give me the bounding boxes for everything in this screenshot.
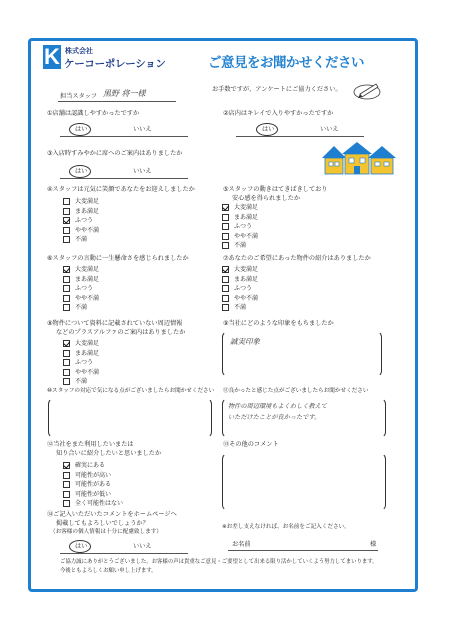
q9-text: ⑨当社にどのような印象をもちましたか	[223, 320, 334, 327]
q12-option-label: 可能性が高い	[75, 471, 112, 479]
q7-text: ⑦あなたのご希望にあった物件の紹介はありましたか	[223, 255, 371, 262]
checkbox-icon[interactable]	[63, 472, 70, 479]
q12-option-label: 全く可能性はない	[75, 500, 124, 507]
q2-no[interactable]: いいえ	[320, 126, 339, 133]
q12-option[interactable]	[63, 481, 111, 489]
checkbox-icon[interactable]	[222, 214, 229, 221]
company-type: 株式会社	[65, 47, 93, 55]
q6-option-label: まあ満足	[75, 275, 100, 283]
q5-option-label: 不満	[234, 242, 247, 249]
footer-line2: 今後ともよろしくお願い申し上げます。	[60, 568, 157, 574]
q1-selected-circle	[69, 123, 91, 136]
q8-option[interactable]	[63, 378, 87, 386]
q4-option[interactable]	[63, 198, 99, 206]
q12-option[interactable]	[63, 472, 111, 480]
q2-yes[interactable]: はい	[262, 126, 275, 133]
q7-option-label: 大変満足	[234, 266, 259, 273]
checkbox-icon[interactable]	[63, 340, 70, 347]
company-logo: K	[44, 44, 60, 69]
q11-answer-line1: 物件の周辺環境もよくわしく教えて	[228, 403, 327, 410]
q5-option[interactable]	[222, 242, 246, 250]
q3-yes[interactable]: はい	[75, 168, 88, 175]
q13-answer-box[interactable]	[222, 453, 386, 511]
checkbox-icon[interactable]	[63, 481, 70, 488]
q5-option[interactable]	[222, 214, 258, 222]
q12-option-label: 確実にある	[75, 462, 106, 469]
subtitle: お手数ですが、アンケートにご協力ください。	[212, 86, 342, 93]
q12-option[interactable]	[63, 462, 105, 470]
checkbox-icon[interactable]	[63, 350, 70, 357]
footer-line1: ご協力誠にありがとうございました。お客様の声は貴重なご意見・ご要望として出来る限り活かしていくよう努力してまいります。	[60, 559, 378, 565]
q8-option-label: 不満	[75, 378, 88, 385]
q8-option[interactable]	[63, 359, 93, 367]
q6-option-label: 大変満足	[75, 266, 100, 273]
q14-no[interactable]: いいえ	[133, 543, 152, 550]
q4-option[interactable]	[63, 217, 93, 225]
q12-option-label: 可能性がある	[75, 481, 112, 488]
checkbox-icon[interactable]	[63, 378, 70, 385]
checkbox-icon[interactable]	[63, 369, 70, 376]
q8-option[interactable]	[63, 369, 99, 377]
q7-option-label: 不満	[234, 304, 247, 311]
q8-option-label: やや不満	[75, 368, 100, 376]
q14-text2: 掲載してもよろしいでしょうか？	[56, 520, 149, 527]
q4-option-label: ふつう	[75, 217, 94, 224]
q4-option[interactable]	[63, 236, 87, 244]
checkbox-icon[interactable]	[222, 204, 229, 211]
q14-selected-circle	[69, 540, 91, 553]
name-note: ※お差し支えなければ、お名前をご記入ください。	[222, 524, 350, 530]
checkbox-icon[interactable]	[222, 223, 229, 230]
q5-option[interactable]	[222, 204, 258, 212]
q8-option[interactable]	[63, 340, 99, 348]
q4-option[interactable]	[63, 227, 99, 235]
q8-option-label: ふつう	[75, 359, 94, 366]
q2-underline	[236, 136, 364, 137]
q5-option-label: 大変満足	[234, 204, 259, 211]
q10-text: ⑩スタッフの対応で気になる点がございましたらお聞かせください	[47, 388, 215, 394]
q8-option[interactable]	[63, 350, 99, 358]
staff-underline	[58, 101, 176, 102]
staff-label: 担当スタッフ	[60, 93, 98, 100]
checkbox-icon[interactable]	[63, 500, 70, 507]
q14-yes[interactable]: はい	[75, 543, 88, 550]
q1-text: ①店舗は認識しやすかったですか	[47, 110, 140, 117]
q9-answer: 誠実印象	[230, 337, 260, 346]
q13-text: ⑬その他のコメント	[223, 441, 279, 448]
q6-option[interactable]	[63, 304, 87, 312]
q12-option[interactable]	[63, 500, 123, 508]
houses-illustration	[320, 140, 398, 176]
q3-selected-circle	[69, 165, 91, 178]
q7-option[interactable]	[222, 276, 258, 284]
q14-underline	[60, 553, 188, 554]
name-input-line[interactable]	[228, 550, 378, 551]
q5-text: ⑤スタッフの動きはてきぱきしており	[223, 186, 328, 193]
q11-text: ⑪良かったと感じた点がございましたらお聞かせください	[223, 388, 369, 394]
q1-no[interactable]: いいえ	[133, 126, 152, 133]
q11-answer-line2: いただけたことが良かったです。	[228, 414, 321, 421]
q2-selected-circle	[256, 123, 278, 136]
q6-option[interactable]	[63, 266, 99, 274]
checkbox-icon[interactable]	[222, 233, 229, 240]
q7-option[interactable]	[222, 285, 252, 293]
q2-text: ②店内はキレイで入りやすかったですか	[223, 110, 334, 117]
checkbox-icon[interactable]	[222, 266, 229, 273]
checkbox-icon[interactable]	[63, 462, 70, 469]
q10-answer-box[interactable]	[48, 398, 212, 438]
q4-option-label: 大変満足	[75, 198, 100, 205]
checkbox-icon[interactable]	[222, 242, 229, 249]
q12-option[interactable]	[63, 491, 111, 499]
checkbox-icon[interactable]	[63, 276, 70, 283]
q4-option[interactable]	[63, 208, 99, 216]
q3-text: ③入店時すみやかに席へのご案内はありましたか	[47, 150, 183, 157]
name-suffix: 様	[370, 541, 377, 548]
checkbox-icon[interactable]	[63, 236, 70, 243]
name-label: お名前	[232, 541, 251, 548]
q4-option-label: やや不満	[75, 226, 100, 234]
page-title: ご意見をお聞かせください	[208, 55, 364, 71]
pencil-icon	[352, 78, 382, 100]
q8-text2: などのプラスアルファのご案内はありましたか	[56, 329, 186, 336]
checkbox-icon[interactable]	[222, 304, 229, 311]
q7-option-label: まあ満足	[234, 275, 259, 283]
checkbox-icon[interactable]	[222, 295, 229, 302]
q7-option-label: ふつう	[234, 285, 253, 292]
q7-option[interactable]	[222, 304, 246, 312]
q4-text: ④スタッフは元気に笑顔であなたをお迎えしましたか	[47, 186, 195, 193]
q12-option-label: 可能性が低い	[75, 490, 112, 498]
q5-option-label: ふつう	[234, 223, 253, 230]
q3-underline	[60, 178, 188, 179]
q6-option[interactable]	[63, 295, 99, 303]
checkbox-icon[interactable]	[63, 359, 70, 366]
q14-text: ⑭ご記入いただいたコメントをホームページへ	[47, 511, 177, 518]
checkbox-icon[interactable]	[63, 285, 70, 292]
q5-option-label: やや不満	[234, 232, 259, 240]
q1-yes[interactable]: はい	[75, 126, 88, 133]
checkbox-icon[interactable]	[63, 295, 70, 302]
company-name: ケーコーポレーション	[64, 58, 166, 70]
checkbox-icon[interactable]	[63, 304, 70, 311]
q12-text: ⑫当社をまた利用したいまたは	[47, 441, 134, 448]
q6-option[interactable]	[63, 285, 93, 293]
q6-text: ⑥スタッフの言動に一生懸命さを感じられましたか	[47, 255, 189, 262]
checkbox-icon[interactable]	[63, 227, 70, 234]
q4-option-label: まあ満足	[75, 207, 100, 215]
q8-option-label: まあ満足	[75, 349, 100, 357]
q7-option[interactable]	[222, 295, 258, 303]
q4-option-label: 不満	[75, 236, 88, 243]
checkbox-icon[interactable]	[63, 208, 70, 215]
q7-option-label: やや不満	[234, 294, 259, 302]
q3-no[interactable]: いいえ	[133, 168, 152, 175]
q6-option-label: ふつう	[75, 285, 94, 292]
q5-option[interactable]	[222, 233, 258, 241]
checkbox-icon[interactable]	[222, 285, 229, 292]
checkbox-icon[interactable]	[63, 217, 70, 224]
checkbox-icon[interactable]	[63, 198, 70, 205]
q8-text: ⑧物件について資料に記載されていない周辺情報	[47, 320, 183, 327]
q1-underline	[60, 136, 188, 137]
staff-name: 黒野 将一様	[103, 89, 146, 98]
q14-text3: （お客様の個人情報は十分に配慮致します）	[50, 529, 162, 535]
q6-option[interactable]	[63, 276, 99, 284]
q5-option-label: まあ満足	[234, 213, 259, 221]
q12-text2: 知り合いに紹介したいと思いましたか	[56, 450, 162, 457]
q6-option-label: やや不満	[75, 294, 100, 302]
q6-option-label: 不満	[75, 304, 88, 311]
q7-option[interactable]	[222, 266, 258, 274]
checkbox-icon[interactable]	[63, 491, 70, 498]
checkbox-icon[interactable]	[63, 266, 70, 273]
q8-option-label: 大変満足	[75, 340, 100, 347]
q5-option[interactable]	[222, 223, 252, 231]
checkbox-icon[interactable]	[222, 276, 229, 283]
q5-text2: 安心感を得られましたか	[232, 195, 301, 202]
